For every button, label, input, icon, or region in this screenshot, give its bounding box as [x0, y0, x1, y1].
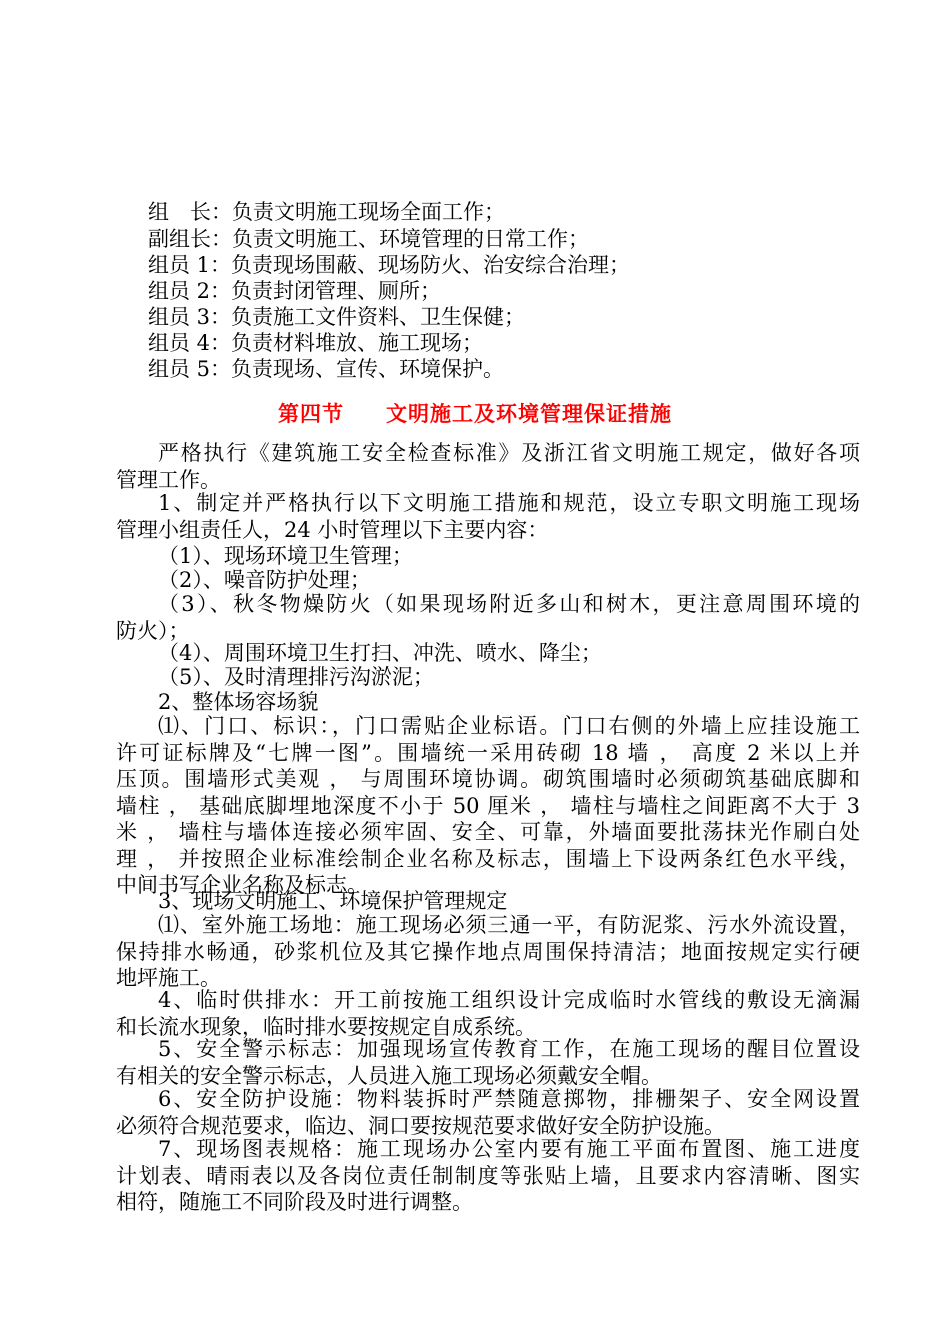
- paragraph-line: （4）、周围环境卫生打扫、冲洗、喷水、降尘；: [158, 641, 602, 665]
- paragraph-item-2: [116, 689, 860, 716]
- role-line-member-3: 组员 3：负责施工文件资料、卫生保健；: [148, 305, 526, 329]
- paragraph-line: 压顶。围墙形式美观 ， 与周围环境协调。砌筑围墙时必须砌筑基础底脚和: [116, 767, 860, 791]
- paragraph-line: 管理小组责任人，24 小时管理以下主要内容：: [116, 517, 549, 542]
- paragraph-line: 相符，随施工不同阶段及时进行调整。: [116, 1190, 473, 1214]
- paragraph-item-3: [116, 888, 860, 915]
- paragraph-item-6: [116, 1086, 860, 1139]
- role-line-leader: 组 长：负责文明施工现场全面工作；: [148, 200, 505, 224]
- paragraph-line: 4、临时供排水：开工前按施工组织设计完成临时水管线的敷设无滴漏: [158, 988, 860, 1012]
- paragraph-line: 有相关的安全警示标志，人员进入施工现场必须戴安全帽。: [116, 1063, 662, 1088]
- role-line-member-2: 组员 2：负责封闭管理、厕所；: [148, 279, 442, 303]
- paragraph-line: 7、现场图表规格：施工现场办公室内要有施工平面布置图、施工进度: [158, 1137, 860, 1161]
- paragraph-line: 管理工作。: [116, 467, 221, 492]
- paragraph-sub-3: [116, 591, 860, 644]
- paragraph-line: 和长流水现象，临时排水要按规定自成系统。: [116, 1014, 536, 1039]
- paragraph-line: 防火）；: [116, 618, 190, 643]
- paragraph-line: 6、安全防护设施：物料装拆时严禁随意掷物，排栅架子、安全网设置: [158, 1087, 860, 1111]
- paragraph-line: （3）、秋冬物燥防火（如果现场附近多山和树木，更注意周围环境的: [158, 592, 860, 616]
- paragraph-item-1: [116, 490, 860, 543]
- paragraph-line: （5）、及时清理排污沟淤泥；: [158, 665, 434, 689]
- paragraph-sub-2: [116, 567, 860, 594]
- paragraph-line: 墙柱 ， 基础底脚埋地深度不小于 50 厘米 ， 墙柱与墙柱之间距离不大于 3: [116, 793, 860, 818]
- paragraph-line: （2）、噪音防护处理；: [158, 568, 371, 592]
- paragraph-line: 严格执行《建筑施工安全检查标准》及浙江省文明施工规定，做好各项: [158, 441, 860, 465]
- paragraph-line: 理 ， 并按照企业标准绘制企业名称及标志，围墙上下设两条红色水平线，: [116, 846, 860, 871]
- paragraph-line: 中间书写企业名称及标志。: [116, 873, 368, 897]
- paragraph-line: 5、安全警示标志：加强现场宣传教育工作，在施工现场的醒目位置设: [158, 1037, 860, 1061]
- paragraph-line: （1）、现场环境卫生管理；: [158, 544, 413, 568]
- paragraph-line: 米 ， 墙柱与墙体连接必须牢固、安全、可靠，外墙面要批荡抹光作刷白处: [116, 820, 860, 844]
- paragraph-line: 计划表、晴雨表以及各岗位责任制制度等张贴上墙，且要求内容清晰、图实: [116, 1163, 860, 1188]
- section-heading: [0, 398, 950, 428]
- paragraph-sub-4: [116, 640, 860, 667]
- paragraph-line: ⑴、室外施工场地：施工现场必须三通一平，有防泥浆、污水外流设置，: [158, 913, 860, 937]
- paragraph-intro: [116, 440, 860, 493]
- paragraph-line: 1、制定并严格执行以下文明施工措施和规范，设立专职文明施工现场: [158, 491, 860, 515]
- role-line-deputy: 副组长：负责文明施工、环境管理的日常工作；: [148, 227, 589, 251]
- paragraph-item-3-detail: [116, 912, 860, 992]
- paragraph-line: 3、现场文明施工、环境保护管理规定: [158, 889, 508, 913]
- section-number: 第四节: [278, 402, 344, 426]
- paragraph-item-2-detail: [116, 713, 860, 899]
- role-line-member-1: 组员 1：负责现场围蔽、现场防火、治安综合治理；: [148, 253, 631, 277]
- section-title: 文明施工及环境管理保证措施: [386, 402, 672, 426]
- role-line-member-4: 组员 4：负责材料堆放、施工现场；: [148, 331, 484, 355]
- paragraph-line: 地坪施工。: [116, 966, 221, 990]
- role-line-member-5: 组员 5：负责现场、宣传、环境保护。: [148, 357, 505, 381]
- paragraph-line: 保持排水畅通，砂浆机位及其它操作地点周围保持清洁；地面按规定实行硬: [116, 939, 860, 964]
- paragraph-sub-1: [116, 543, 860, 570]
- paragraph-line: 许可证标牌及“七牌一图”。围墙统一采用砖砌 18 墙 ， 高度 2 米以上并: [116, 740, 860, 765]
- paragraph-item-7: [116, 1136, 860, 1216]
- paragraph-line: 必须符合规范要求，临边、洞口要按规范要求做好安全防护设施。: [116, 1113, 725, 1138]
- paragraph-item-4: [116, 987, 860, 1040]
- paragraph-line: ⑴、门口、标识：，门口需贴企业标语。门口右侧的外墙上应挂设施工: [158, 714, 860, 738]
- paragraph-line: 2、整体场容场貌: [158, 690, 319, 714]
- paragraph-sub-5: [116, 664, 860, 691]
- paragraph-item-5: [116, 1036, 860, 1089]
